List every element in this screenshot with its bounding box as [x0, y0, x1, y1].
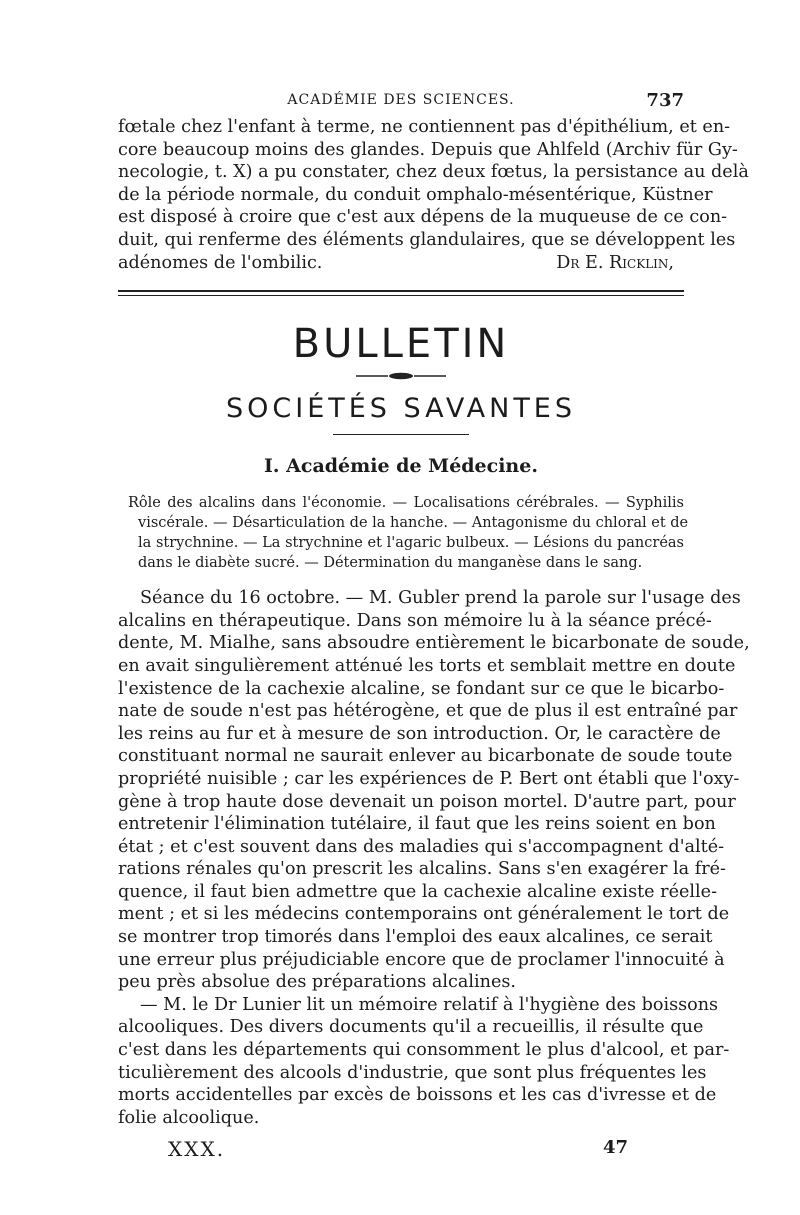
summary-line: viscérale. — Désarticulation de la hanche. — Antagonisme du chloral et de — [138, 515, 689, 532]
text-line: ment ; et si les médecins contemporains ont généralement le tort de — [118, 904, 730, 925]
bulletin-title: BULLETIN — [292, 321, 510, 368]
short-rule-divider — [333, 434, 469, 435]
text-line: entretenir l'élimination tutélaire, il faut que les reins soient en bon — [118, 814, 716, 835]
opening-paragraph — [118, 116, 749, 252]
page-number: 737 — [646, 90, 684, 111]
text-line: se montrer trop timorés dans l'emploi des eaux alcalines, ce serait — [118, 927, 713, 948]
text-line: — M. le Dr Lunier lit un mémoire relatif à l'hygiène des boissons — [140, 994, 719, 1015]
summary-line: dans le diabète sucré. — Détermination du manganèse dans le sang. — [138, 555, 643, 572]
text-line: alcalins en thérapeutique. Dans son mémoire lu à la séance précé- — [118, 610, 712, 631]
ornament-divider — [118, 372, 684, 380]
summary-line: Rôle des alcalins dans l'économie. — Localisations cérébrales. — Syphilis — [128, 495, 684, 512]
text-line: adénomes de l'ombilic. — [118, 252, 323, 273]
text-line: core beaucoup moins des glandes. Depuis que Ahlfeld (Archiv für Gy- — [118, 139, 738, 160]
text-line: fœtale chez l'enfant à terme, ne contiennent pas d'épithélium, et en- — [118, 117, 731, 137]
text-line: dente, M. Mialhe, sans absoudre entièrement le bicarbonate de soude, — [118, 633, 750, 654]
text-line: c'est dans les départements qui consomment le plus d'alcool, et par- — [118, 1040, 730, 1061]
body-paragraph-1 — [118, 587, 750, 994]
bulletin-subtitle: SOCIÉTÉS SAVANTES — [225, 393, 577, 425]
page — [118, 90, 750, 1129]
volume-number: XXX. — [168, 1137, 226, 1161]
section-heading: I. Académie de Médecine. — [264, 455, 538, 478]
section-summary — [118, 493, 689, 573]
text-line: constituant normal ne saurait enlever au bicarbonate de soude toute — [118, 746, 733, 767]
text-line: une erreur plus préjudiciable encore que de proclamer l'innocuité à — [118, 949, 725, 970]
text-line: propriété nuisible ; car les expériences de P. Bert ont établi que l'oxy- — [118, 768, 740, 789]
text-line: l'existence de la cachexie alcaline, se fondant sur ce que le bicarbo- — [118, 678, 725, 699]
body-paragraph-2 — [118, 994, 730, 1130]
text-line: alcooliques. Des divers documents qu'il a recueillis, il résulte que — [118, 1017, 704, 1038]
running-title: ACADÉMIE DES SCIENCES. — [287, 92, 515, 108]
text-line: de la période normale, du conduit omphalo-mésentérique, Küstner — [118, 184, 713, 205]
text-line: les reins au fur et à mesure de son introduction. Or, le caractère de — [118, 723, 721, 744]
text-line: rations rénales qu'on prescrit les alcalins. Sans s'en exagérer la fré- — [118, 859, 726, 880]
text-line: quence, il faut bien admettre que la cachexie alcaline existe réelle- — [118, 881, 718, 902]
author-signature: Dr E. Ricklin, — [556, 252, 674, 273]
text-line: est disposé à croire que c'est aux dépens de la muqueuse de ce con- — [118, 207, 728, 228]
closing-line — [118, 252, 684, 275]
signature-mark: 47 — [602, 1137, 628, 1158]
text-line: Séance du 16 octobre. — M. Gubler prend la parole sur l'usage des — [140, 588, 741, 609]
double-rule-divider — [118, 290, 684, 296]
page-footer — [168, 1137, 628, 1161]
text-line: morts accidentelles par excès de boissons et les cas d'ivresse et de — [118, 1085, 717, 1106]
text-line: gène à trop haute dose devenait un poison mortel. D'autre part, pour — [118, 791, 736, 812]
text-line: état ; et c'est souvent dans des maladies qui s'accompagnent d'alté- — [118, 836, 725, 857]
ornament-icon — [356, 372, 446, 380]
text-line: folie alcoolique. — [118, 1107, 260, 1128]
text-line: peu près absolue des préparations alcalines. — [118, 972, 516, 993]
summary-line: la strychnine. — La strychnine et l'agaric bulbeux. — Lésions du pancréas — [138, 535, 684, 552]
text-line: en avait singulièrement atténué les torts et semblait mettre en doute — [118, 655, 736, 676]
text-line: duit, qui renferme des éléments glandulaires, que se développent les — [118, 229, 736, 250]
text-line: necologie, t. X) a pu constater, chez deux fœtus, la persistance au delà — [118, 162, 749, 183]
text-line: nate de soude n'est pas hétérogène, et que de plus il est entraîné par — [118, 701, 738, 722]
text-line: ticulièrement des alcools d'industrie, que sont plus fréquentes les — [118, 1062, 707, 1083]
running-head — [118, 92, 684, 116]
